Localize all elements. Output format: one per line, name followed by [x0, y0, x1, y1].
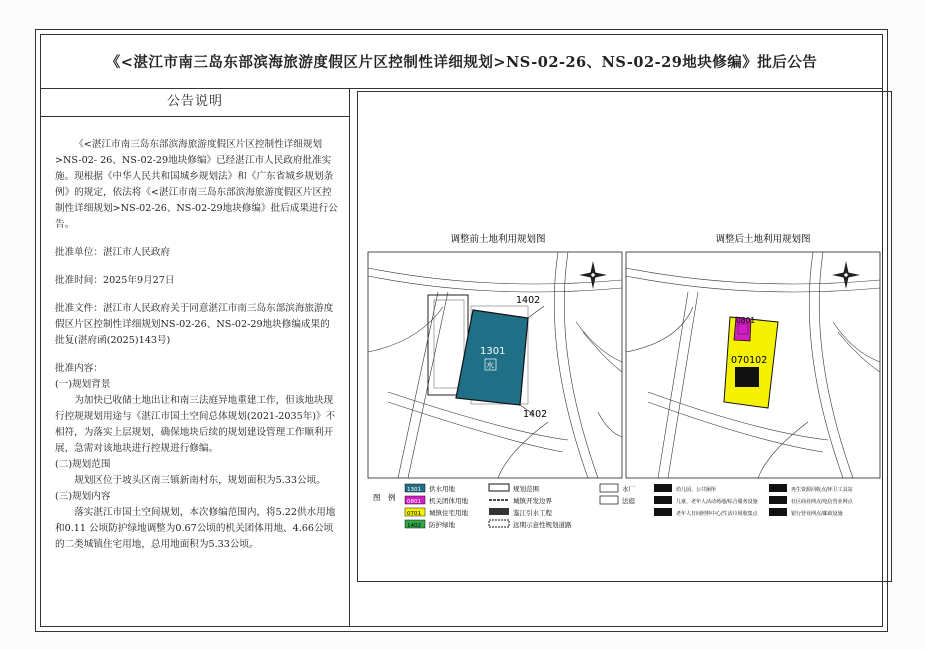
svg-text:鉴江引水工程: 鉴江引水工程: [513, 509, 552, 517]
before-map: [368, 252, 622, 478]
approval-unit: 批准单位：湛江市人民政府: [55, 247, 171, 258]
legend-residential: 城镇住宅用地: [429, 509, 468, 517]
svg-text:0701: 0701: [407, 511, 421, 517]
before-map-title: 调整前土地利用规划图: [450, 234, 546, 245]
road-label-north: 1402: [516, 295, 541, 306]
section-2-title: (二)规划范围: [55, 459, 111, 470]
section-3-body: 落实湛江市国土空间规划，本次修编范围内，将5.22供水用地和0.11 公顷防护绿地调整为0.67公顷的机关团体用地、4.66公顷的二类城镇住宅用地，总用地面积为5.33公顷。: [55, 507, 336, 550]
section-3-title: (三)规划内容: [55, 491, 111, 502]
before-parcel-code: 1301: [480, 346, 506, 357]
page-title: 《<湛江市南三岛东部滨海旅游度假区片区控制性详细规划>NS-02-26、NS-02-29地块修编》批后公告: [41, 35, 882, 89]
after-map: [626, 252, 880, 478]
notice-intro: 《<湛江市南三岛东部滨海旅游度假区片区控制性详细规划>NS-02- 26、NS-02-29地块修编》已经湛江市人民政府批准实施。现根据《中华人民共和国城乡规划法》和《广东省城乡规划条例》的规定，依法将《<湛江市南三岛东部滨海旅游度假区片区控制性详细规划>NS-02-26、NS-02-29地块修编》批后成果进行公告。: [55, 139, 338, 230]
legend-water: 供水用地: [429, 485, 455, 493]
svg-text:幼儿园、公共厕所: 幼儿园、公共厕所: [676, 487, 717, 493]
after-parcel-code: 070102: [731, 355, 768, 366]
notice-sheet: [35, 29, 888, 632]
svg-text:1301: 1301: [407, 487, 421, 493]
notice-heading: 公告说明: [41, 88, 349, 117]
road-label-south: 1402: [523, 409, 548, 420]
svg-text:规划范围: 规划范围: [513, 485, 539, 493]
notice-panel: [41, 88, 350, 626]
before-parcel-tag: 水: [486, 361, 494, 370]
legend-label: 图 例: [373, 493, 396, 502]
map-panel: [354, 91, 880, 606]
approval-time: 批准时间：2025年9月27日: [55, 275, 175, 286]
svg-text:1402: 1402: [407, 523, 421, 529]
sheet-inner-frame: [40, 34, 883, 627]
svg-text:0801: 0801: [407, 499, 421, 505]
legend-agency: 机关团体用地: [429, 497, 468, 505]
section-1-body: 为加快已收储土地出让和南三法庭异地重建工作，但该地块现行控规规划用途与《湛江市国土空间总体规划(2021-2035年)》不相符，为落实上层规划，确保地块后续的规划建设管理工作顺利开展，急需对该地块进行控规进行修编。: [55, 395, 336, 454]
approval-document: 批准文件：湛江市人民政府关于同意湛江市南三岛东部滨海旅游度假区片区控制性详细规划NS-02-26、NS-02-29地块修编成果的批复(湛府函(2025)143号): [55, 303, 334, 346]
svg-text:城镇开发边界: 城镇开发边界: [513, 497, 552, 505]
svg-text:儿童、老年人活动场地/综合服务设施: 儿童、老年人活动场地/综合服务设施: [676, 499, 758, 505]
svg-text:水厂: 水厂: [622, 485, 635, 493]
section-1-title: (一)规划背景: [55, 379, 111, 390]
after-map-title: 调整后土地利用规划图: [715, 234, 811, 245]
map-frame: [357, 91, 892, 582]
legend: [373, 484, 854, 529]
after-small-code: 0801: [736, 316, 756, 325]
facility-symbols: [735, 367, 759, 387]
svg-text:远期示意性规划道路: 远期示意性规划道路: [513, 521, 572, 529]
svg-text:法庭: 法庭: [622, 497, 635, 505]
land-use-maps: [358, 92, 891, 581]
legend-green: 防护绿地: [429, 521, 455, 529]
svg-text:再生资源回收点/环卫工具站: 再生资源回收点/环卫工具站: [791, 487, 853, 493]
section-2-body: 规划区位于坡头区南三镇新南村东，规划面积为5.33公顷。: [74, 475, 326, 486]
svg-text:社区商业网点/电信营业网点: 社区商业网点/电信营业网点: [791, 499, 853, 505]
notice-body: [41, 117, 349, 553]
content-label: 批准内容：: [55, 363, 103, 374]
svg-text:银行营业网点/邮政设施: 银行营业网点/邮政设施: [791, 511, 843, 517]
svg-text:老年人日间照料中心/生活垃圾收集点: 老年人日间照料中心/生活垃圾收集点: [676, 511, 758, 517]
